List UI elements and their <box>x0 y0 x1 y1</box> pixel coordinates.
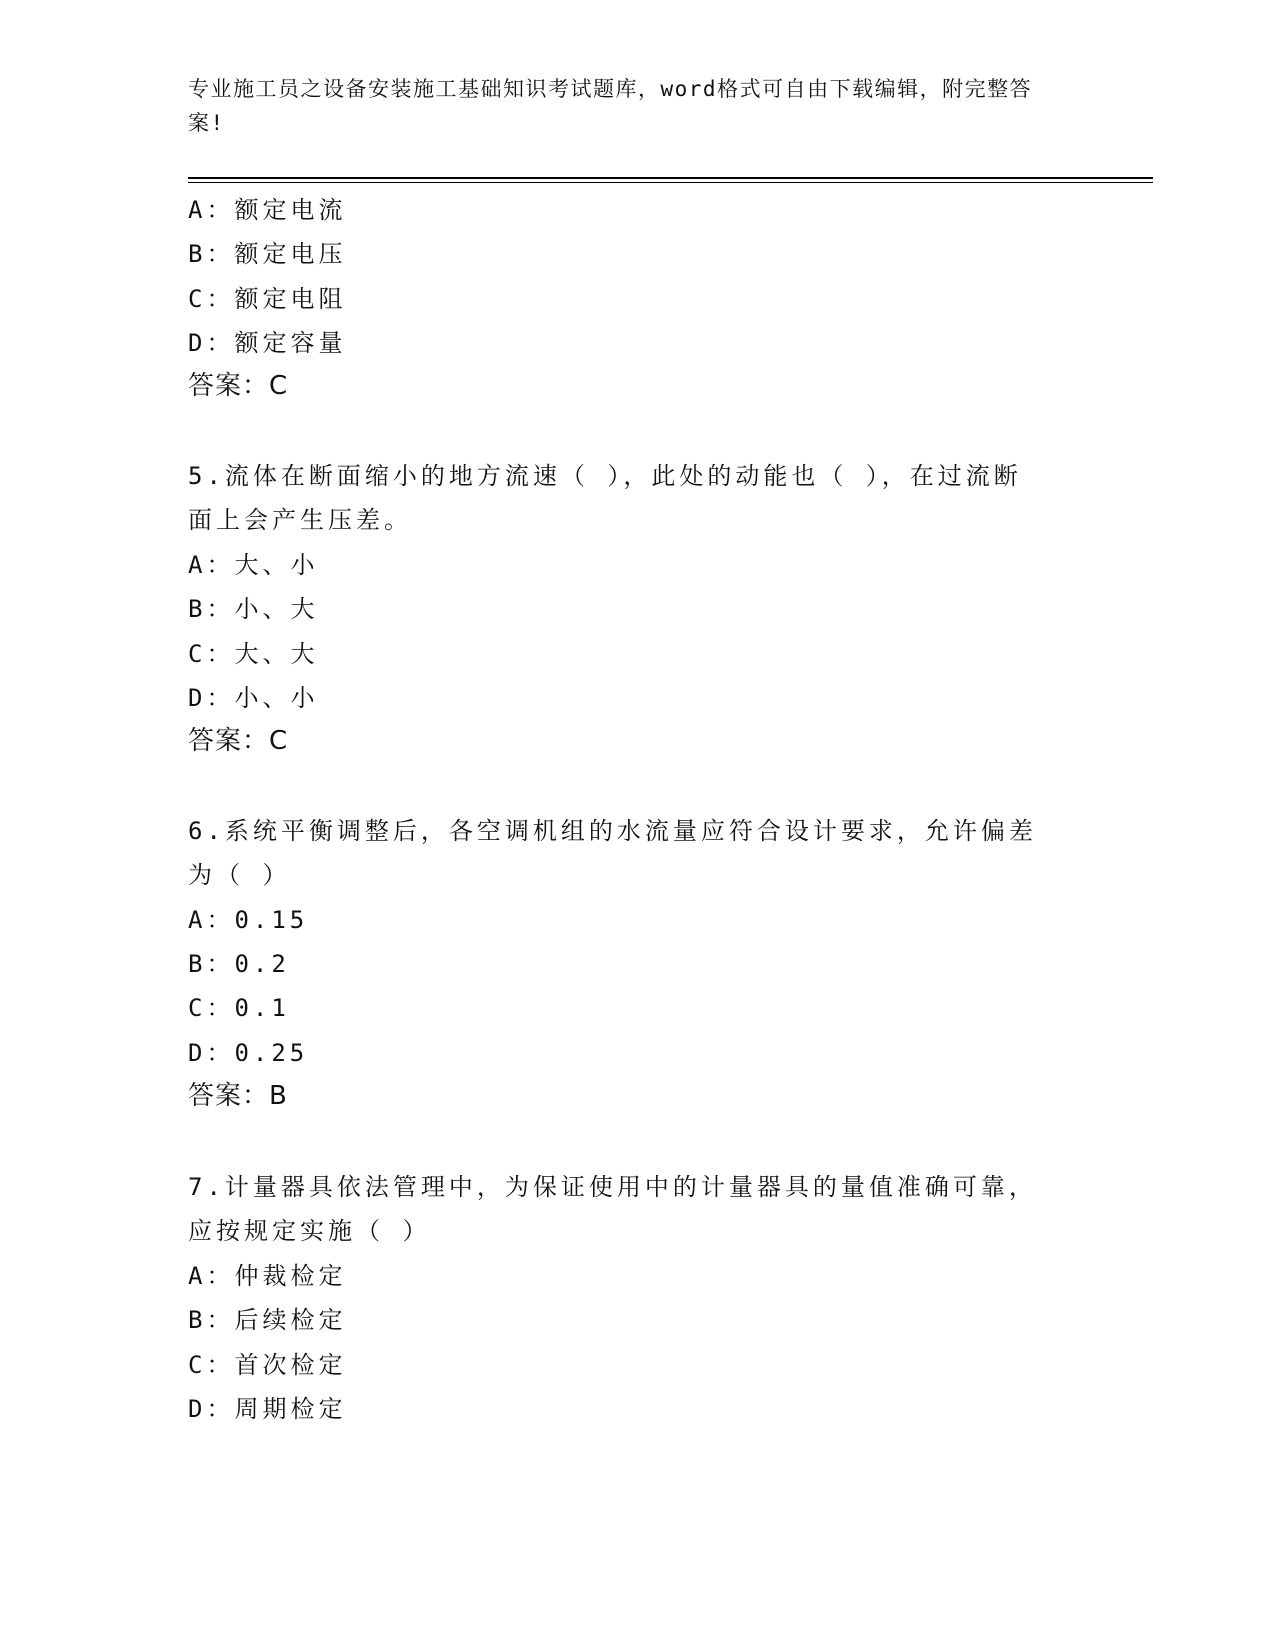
q6-option-a: A：0.15 <box>188 906 309 934</box>
q6-option-d: D：0.25 <box>188 1039 309 1067</box>
header-divider <box>188 177 1153 179</box>
q7-option-a: A：仲裁检定 <box>188 1262 347 1290</box>
q5-option-c: C：大、大 <box>188 640 319 668</box>
document-header: 专业施工员之设备安装施工基础知识考试题库，word格式可自由下载编辑，附完整答案! <box>188 77 1033 135</box>
q5-option-b: B：小、大 <box>188 595 319 623</box>
q5-option-a: A：大、小 <box>188 551 319 579</box>
q4-option-d: D：额定容量 <box>188 329 347 357</box>
q7-option-c: C：首次检定 <box>188 1351 347 1379</box>
q6-answer: 答案：B <box>188 1081 288 1111</box>
q7-option-d: D：周期检定 <box>188 1395 347 1423</box>
q5-stem-line2: 面上会产生压差。 <box>188 506 412 534</box>
q5-stem-line1: 5.流体在断面缩小的地方流速（ ），此处的动能也（ ），在过流断 <box>188 462 1022 490</box>
q4-option-c: C：额定电阻 <box>188 285 347 313</box>
header-divider-thin <box>188 182 1153 183</box>
q7-option-b: B：后续检定 <box>188 1306 347 1334</box>
q4-option-a: A：额定电流 <box>188 196 347 224</box>
q7-stem-line2: 应按规定实施（ ） <box>188 1217 431 1245</box>
q4-answer: 答案：C <box>188 371 289 401</box>
q5-option-d: D：小、小 <box>188 684 319 712</box>
q6-option-b: B：0.2 <box>188 950 290 978</box>
q5-answer: 答案：C <box>188 726 289 756</box>
q7-stem-line1: 7.计量器具依法管理中，为保证使用中的计量器具的量值准确可靠， <box>188 1173 1037 1201</box>
q6-stem-line1: 6.系统平衡调整后，各空调机组的水流量应符合设计要求，允许偏差 <box>188 817 1037 845</box>
q6-stem-line2: 为（ ） <box>188 861 291 889</box>
q4-option-b: B：额定电压 <box>188 240 347 268</box>
q6-option-c: C：0.1 <box>188 994 290 1022</box>
